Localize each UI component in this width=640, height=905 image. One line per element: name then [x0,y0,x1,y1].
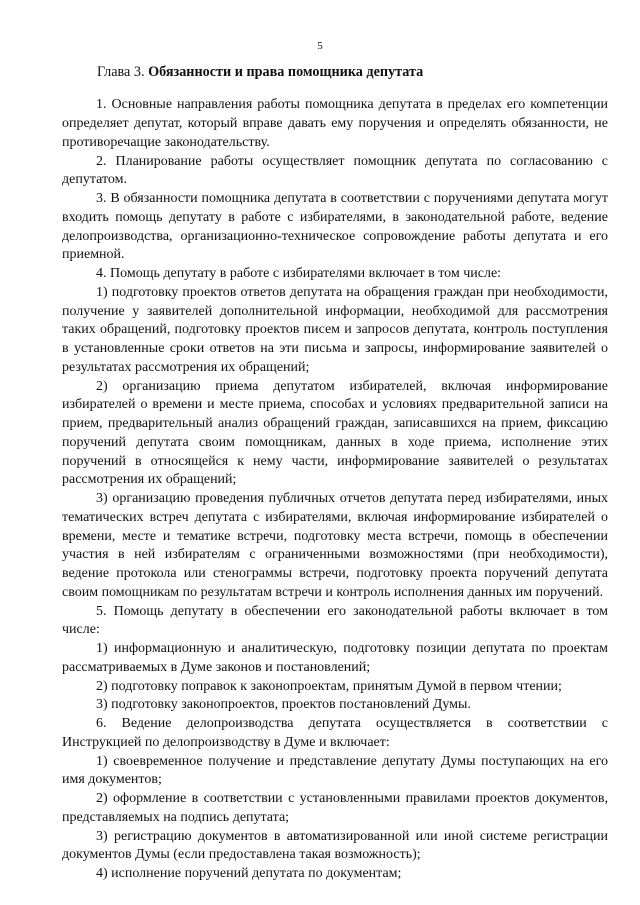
paragraph: 5. Помощь депутату в обеспечении его законодательной работы включает в том числе: [62,603,608,638]
chapter-heading [97,63,423,81]
chapter-label: Глава 3. [97,64,145,80]
paragraph: 1. Основные направления работы помощника депутата в пределах его компетенции определяет депутат, который вправе давать ему поручения и определять обязанности, не противоречащие законодательству. [62,97,608,150]
list-item: 2) оформление в соответствии с установленными правилами проектов документов, представляемых на подпись депутата; [62,791,608,825]
list-item: 1) своевременное получение и представление депутату Думы поступающих на его имя документов; [62,753,608,788]
list-item: 3) организацию проведения публичных отчетов депутата перед избирателями, иных тематических встреч депутата с избирателями, включая информирование избирателей о времени, месте и тематике встречи, подготовку места встречи, помощь в обеспечении участия в ней избирателям с ограниченными возможностями (при необходимости), ведение протокола или стенограммы встречи, подготовку проекта поручений депутата своим помощникам по результатам встречи и контроль исполнения данных им поручений. [62,491,608,600]
chapter-title: Обязанности и права помощника депутата [148,64,424,80]
document-body [62,96,608,884]
paragraph: 6. Ведение делопроизводства депутата осуществляется в соответствии с Инструкцией по делопроизводству в Думе и включает: [62,716,608,750]
paragraph: 4. Помощь депутату в работе с избирателями включает в том числе: [96,266,502,282]
list-item: 3) регистрацию документов в автоматизированной или иной системе регистрации документов Думы (если предоставлена такая возможность); [62,828,608,863]
list-item: 2) организацию приема депутатом избирателей, включая информирование избирателей о времени и месте приема, способах и условиях предварительной записи на прием, предварительный анализ обращений граждан, записавшихся на прием, фиксацию поручений депутата своим помощникам, данных в ходе приема, исполнение этих поручений в относящейся к нему части, информирование заявителей о результатах рассмотрения их обращений; [62,378,608,488]
page-number: 5 [317,40,323,52]
list-item: 4) исполнение поручений депутата по документам; [96,866,402,882]
list-item: 1) информационную и аналитическую, подготовку позиции депутата по проектам рассматриваемых в Думе законов и постановлений; [62,641,608,675]
list-item: 2) подготовку поправок к законопроектам, принятым Думой в первом чтении; [96,678,562,694]
list-item: 1) подготовку проектов ответов депутата на обращения граждан при необходимости, получение у заявителей дополнительной информации, необходимой для рассмотрения таких обращений, подготовку проектов писем и запросов депутата, контроль поступления в установленные сроки ответов на эти письма и запросы, информирование заявителей о результатах рассмотрения их обращений; [62,284,608,375]
paragraph: 3. В обязанности помощника депутата в соответствии с поручениями депутата могут входить помощь депутату в работе с избирателями, в законодательной работе, ведение делопроизводства, организационно-техническое сопровождение работы депутата и его приемной. [62,191,608,263]
paragraph: 2. Планирование работы осуществляет помощник депутата по согласованию с депутатом. [62,153,608,188]
list-item: 3) подготовку законопроектов, проектов постановлений Думы. [96,697,471,713]
